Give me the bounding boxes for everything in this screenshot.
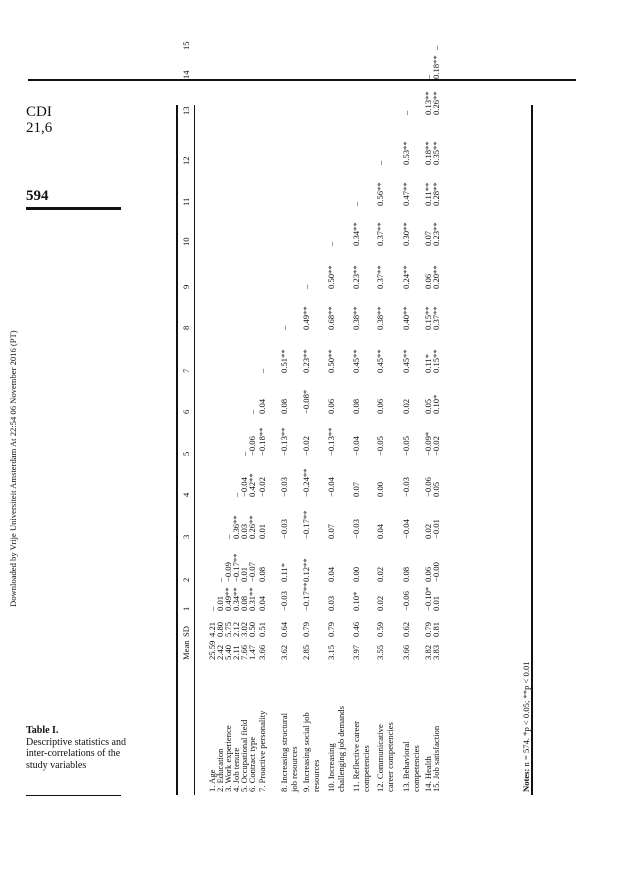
row-label: 12. Communicative career competencies	[375, 722, 395, 792]
table-cell: 0.28**	[431, 182, 441, 206]
table-cell: −0.04	[326, 477, 336, 497]
table-cell: –	[431, 45, 441, 50]
table-cell: 0.01	[257, 523, 267, 539]
column-header: 4	[181, 492, 191, 497]
table-cell: −0.01	[431, 519, 441, 539]
notes-text: n = 574. *p < 0.05; **p < 0.01	[521, 661, 531, 767]
table-cell: –	[223, 534, 233, 539]
table-cell: 2.85	[301, 644, 311, 660]
table-cell: −0.10*	[423, 586, 433, 611]
table-cell: 0.02	[423, 523, 433, 539]
column-header: SD	[181, 626, 191, 637]
table-cell: 2.12	[231, 621, 241, 637]
table-cell: −0.07	[247, 562, 257, 582]
notes-label: Notes:	[521, 768, 531, 792]
table-cell: 0.13**	[423, 91, 433, 115]
column-header: 8	[181, 325, 191, 330]
table-cell: −0.18**	[257, 427, 267, 456]
table-cell: −0.03	[279, 519, 289, 539]
table-cell: 5.40	[223, 644, 233, 660]
table-cell: 0.11*	[279, 562, 289, 582]
table-cell: 0.20**	[431, 265, 441, 289]
table-cell: 0.01	[431, 595, 441, 611]
table-cell: 2.11	[231, 645, 241, 660]
table-cell: 0.64	[279, 621, 289, 637]
table-cell: 0.79	[326, 621, 336, 637]
row-label: 14. Health	[423, 756, 433, 792]
table-cell: 0.23**	[431, 222, 441, 246]
table-cell: 0.01	[239, 566, 249, 582]
row-label: 11. Reflective career competencies	[351, 720, 371, 792]
table-cell: –	[326, 241, 336, 246]
table-cell: −0.09*	[423, 431, 433, 456]
table-cell: 0.03	[239, 523, 249, 539]
table-cell: −0.05	[401, 436, 411, 456]
table-cell: 0.34**	[231, 587, 241, 611]
table-cell: 0.56**	[375, 182, 385, 206]
table-cell: 0.06	[375, 398, 385, 414]
column-header: Mean	[181, 640, 191, 660]
row-label: 1. Age	[207, 769, 217, 792]
table-cell: 0.15**	[423, 306, 433, 330]
table-cell: 0.10*	[431, 394, 441, 414]
table-cell: 0.07	[351, 481, 361, 497]
table-cell: –	[231, 492, 241, 497]
caption-rule	[26, 795, 121, 796]
row-label: 8. Increasing structural job resources	[279, 713, 299, 792]
table-cell: 3.83	[431, 644, 441, 660]
table-cell: 0.04	[257, 595, 267, 611]
table-cell: 0.23**	[301, 349, 311, 373]
table-cell: 0.08	[257, 566, 267, 582]
table-cell: 0.02	[401, 398, 411, 414]
table-cell: 0.51**	[279, 349, 289, 373]
row-label: 6. Contract type	[247, 736, 257, 792]
table-cell: 0.11**	[423, 182, 433, 206]
caption-title: Table I.	[26, 725, 59, 736]
table-notes	[521, 661, 531, 792]
row-label: 5. Occupational field	[239, 719, 249, 792]
table-cell: 0.62	[401, 621, 411, 637]
table-cell: –	[207, 606, 217, 611]
table-cell: 0.02	[375, 566, 385, 582]
table-cell: 7.66	[239, 644, 249, 660]
table-cell: 0.40**	[401, 306, 411, 330]
table-cell: 3.66	[257, 644, 267, 660]
table-cell: −0.04	[239, 477, 249, 497]
table-cell: −0.06	[247, 436, 257, 456]
table-cell: 0.05	[431, 481, 441, 497]
table-cell: 0.79	[423, 621, 433, 637]
table-cell: 0.01	[215, 595, 225, 611]
journal-header	[26, 104, 52, 136]
row-label: 13. Behavioral competencies	[401, 741, 421, 792]
column-header: 11	[181, 197, 191, 206]
table-cell: 0.00	[375, 481, 385, 497]
table-cell: −0.05	[375, 436, 385, 456]
table-cell: 0.15**	[431, 349, 441, 373]
table-cell: 3.02	[239, 621, 249, 637]
table-cell: −0.03	[351, 519, 361, 539]
table-cell: 0.08	[279, 398, 289, 414]
table-cell: 0.80	[215, 621, 225, 637]
table-cell: 0.45**	[351, 349, 361, 373]
table-cell: 0.81	[431, 621, 441, 637]
table-cell: 0.12**	[301, 558, 311, 582]
table-cell: –	[279, 325, 289, 330]
column-header: 9	[181, 284, 191, 289]
row-label: 9. Increasing social job resources	[301, 712, 321, 792]
table-cell: 1.47	[247, 644, 257, 660]
table-cell: −0.24**	[301, 468, 311, 497]
table-cell: −0.13**	[279, 427, 289, 456]
table-cell: 3.82	[423, 644, 433, 660]
column-header: 10	[181, 237, 191, 246]
column-header: 13	[181, 106, 191, 115]
table-cell: 0.08	[351, 398, 361, 414]
table-cell: −0.06	[423, 477, 433, 497]
table-cell: 0.45**	[401, 349, 411, 373]
top-rule	[28, 79, 576, 81]
table-cell: –	[257, 368, 267, 373]
table-cell: 0.49**	[223, 587, 233, 611]
table-cell: −0.17**	[231, 553, 241, 582]
table-cell: 0.50**	[326, 349, 336, 373]
table-cell: 25.59	[207, 640, 217, 660]
table-header-rule	[194, 105, 195, 795]
table-cell: –	[301, 284, 311, 289]
column-header: 5	[181, 451, 191, 456]
table-cell: 0.26**	[247, 515, 257, 539]
table-cell: 0.79	[301, 621, 311, 637]
column-header: 6	[181, 409, 191, 414]
table-cell: 0.35**	[431, 141, 441, 165]
table-cell: 0.04	[375, 523, 385, 539]
table-cell: 0.37**	[431, 306, 441, 330]
table-cell: 3.97	[351, 644, 361, 660]
table-cell: −0.03	[279, 477, 289, 497]
table-cell: −0.04	[351, 436, 361, 456]
table-cell: −0.08*	[301, 389, 311, 414]
table-cell: 3.62	[279, 644, 289, 660]
row-label: 7. Proactive personality	[257, 710, 267, 792]
table-cell: 0.42**	[247, 473, 257, 497]
journal-name: CDI	[26, 104, 52, 120]
table-cell: 0.31**	[247, 587, 257, 611]
table-cell: 4.21	[207, 621, 217, 637]
table-cell: −0.17**	[301, 510, 311, 539]
table-cell: 0.34**	[351, 222, 361, 246]
rotated-table	[176, 41, 536, 795]
table-cell: 0.00	[351, 566, 361, 582]
table-cell: 0.11*	[423, 353, 433, 373]
column-header: 15	[181, 41, 191, 50]
table-cell: 0.05	[423, 398, 433, 414]
table-cell: 0.46	[351, 621, 361, 637]
table-cell: 0.30**	[401, 222, 411, 246]
table-cell: −0.03	[401, 477, 411, 497]
table-cell: 0.59	[375, 621, 385, 637]
column-header: 12	[181, 156, 191, 165]
table-cell: 0.53**	[401, 141, 411, 165]
table-cell: –	[401, 110, 411, 115]
column-header: 7	[181, 368, 191, 373]
table-cell: −0.02	[301, 436, 311, 456]
table-cell: −0.03	[279, 591, 289, 611]
column-header: 14	[181, 70, 191, 79]
column-header: 2	[181, 577, 191, 582]
table-cell: 0.07	[423, 230, 433, 246]
table-cell: 0.26**	[431, 91, 441, 115]
table-cell: 5.75	[223, 621, 233, 637]
table-cell: 0.50	[247, 621, 257, 637]
table-cell: –	[351, 201, 361, 206]
row-label: 4. Job tenure	[231, 747, 241, 792]
table-cell: 0.08	[401, 566, 411, 582]
table-cell: 0.24**	[401, 265, 411, 289]
column-header: 3	[181, 534, 191, 539]
table-cell: 0.08	[239, 595, 249, 611]
table-cell: 0.36**	[231, 515, 241, 539]
table-cell: 0.04	[257, 398, 267, 414]
table-cell: 0.45**	[375, 349, 385, 373]
table-cell: 0.38**	[351, 306, 361, 330]
table-cell: 0.18**	[431, 55, 441, 79]
table-cell: 0.49**	[301, 306, 311, 330]
table-cell: −0.09	[223, 562, 233, 582]
table-cell: 0.37**	[375, 222, 385, 246]
table-cell: 0.06	[423, 273, 433, 289]
table-cell: 0.04	[326, 566, 336, 582]
download-notice: Downloaded by Vrije Universiteit Amsterdam At 22:54 06 November 2016 (PT)	[8, 330, 18, 607]
table-bottom-rule	[531, 105, 533, 795]
table-cell: 0.02	[375, 595, 385, 611]
table-cell: −0.00	[431, 562, 441, 582]
caption-text: Descriptive statistics and inter-correlations of the study variables	[26, 736, 126, 771]
table-cell: 3.66	[401, 644, 411, 660]
row-label: 15. Job satisfaction	[431, 725, 441, 792]
table-cell: 0.50**	[326, 265, 336, 289]
table-cell: 0.23**	[351, 265, 361, 289]
column-header: 1	[181, 606, 191, 611]
table-cell: −0.13**	[326, 427, 336, 456]
table-cell: −0.17**	[301, 582, 311, 611]
table-top-rule	[176, 105, 178, 795]
row-label: 10. Increasing challenging job demands	[326, 706, 346, 792]
table-cell: –	[215, 577, 225, 582]
table-cell: –	[423, 74, 433, 79]
journal-issue: 21,6	[26, 120, 53, 136]
table-cell: 0.07	[326, 523, 336, 539]
table-caption	[26, 725, 136, 771]
table-cell: 0.47**	[401, 182, 411, 206]
table-cell: –	[375, 160, 385, 165]
page-number-rule	[26, 207, 121, 210]
table-cell: 0.10*	[351, 591, 361, 611]
table-cell: 2.42	[215, 644, 225, 660]
table-cell: −0.02	[257, 477, 267, 497]
table-cell: –	[239, 451, 249, 456]
table-cell: −0.04	[401, 519, 411, 539]
row-label: 2. Education	[215, 748, 225, 792]
table-cell: 0.06	[423, 566, 433, 582]
page-number: 594	[26, 188, 49, 204]
table-cell: 0.38**	[375, 306, 385, 330]
row-label: 3. Work experience	[223, 725, 233, 792]
table-cell: 3.15	[326, 644, 336, 660]
table-cell: 3.55	[375, 644, 385, 660]
table-cell: 0.03	[326, 595, 336, 611]
table-cell: 0.51	[257, 621, 267, 637]
table-cell: –	[247, 409, 257, 414]
table-cell: 0.68**	[326, 306, 336, 330]
table-cell: 0.18**	[423, 141, 433, 165]
table-cell: 0.37**	[375, 265, 385, 289]
table-cell: 0.06	[326, 398, 336, 414]
table-cell: −0.02	[431, 436, 441, 456]
table-cell: −0.06	[401, 591, 411, 611]
